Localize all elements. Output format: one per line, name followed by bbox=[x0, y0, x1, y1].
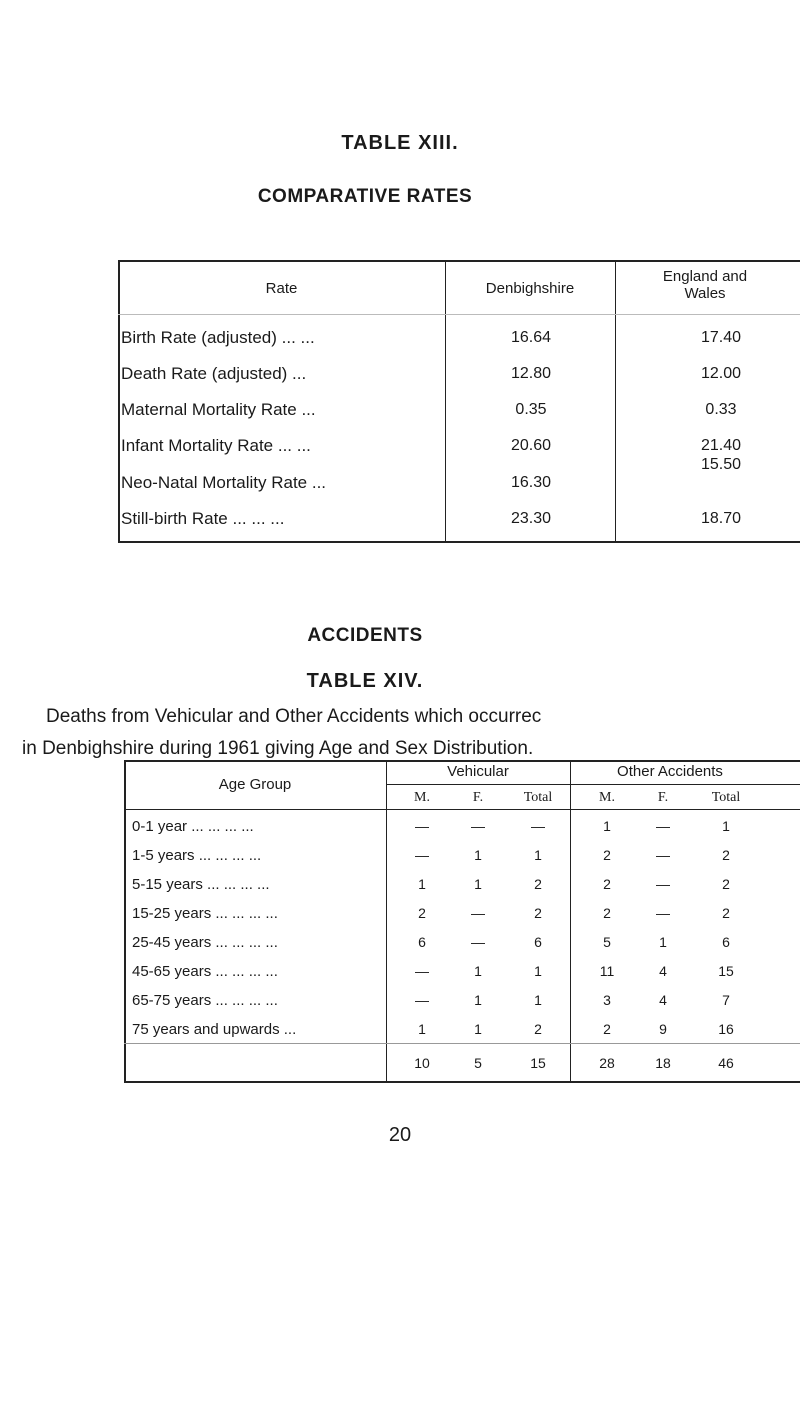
cell-o-t: 2 bbox=[722, 847, 730, 863]
cell-v-f: — bbox=[471, 905, 485, 921]
cell-v-f: 1 bbox=[474, 963, 482, 979]
cell-o-t: 15 bbox=[718, 963, 734, 979]
table-xiv-title: TABLE XIV. bbox=[306, 670, 424, 692]
cell-v-t: 2 bbox=[534, 876, 542, 892]
cell-v-m: 1 bbox=[418, 876, 426, 892]
cell-o-f: — bbox=[656, 876, 670, 892]
cell-o-t: 6 bbox=[722, 934, 730, 950]
cell-o-m: 3 bbox=[603, 992, 611, 1008]
subheader-vehicular-total: Total bbox=[523, 790, 553, 805]
cell-denbighshire: 16.64 bbox=[510, 329, 552, 346]
table-top-rule bbox=[124, 760, 800, 762]
cell-o-m: 1 bbox=[603, 818, 611, 834]
cell-o-f: 1 bbox=[659, 934, 667, 950]
cell-o-f: — bbox=[656, 905, 670, 921]
row-label-death-rate: Death Rate (adjusted) ... bbox=[121, 364, 307, 383]
table-xiv-description-line1: Deaths from Vehicular and Other Accidents which occurrec bbox=[46, 706, 542, 727]
total-v-m: 10 bbox=[414, 1055, 430, 1071]
cell-denbighshire: 23.30 bbox=[510, 510, 552, 527]
table-xiii-title: TABLE XIII. bbox=[341, 132, 459, 154]
cell-england-wales: 17.40 bbox=[700, 329, 742, 346]
cell-v-f: 1 bbox=[474, 847, 482, 863]
row-label-maternal-mortality: Maternal Mortality Rate ... bbox=[121, 400, 316, 419]
cell-england-wales: 21.40 bbox=[700, 437, 742, 454]
table-left-rule bbox=[118, 260, 120, 543]
total-o-f: 18 bbox=[655, 1055, 671, 1071]
age-group-label: 1-5 years ... ... ... ... bbox=[132, 847, 262, 864]
total-v-f: 5 bbox=[474, 1055, 482, 1071]
subheader-vehicular-f: F. bbox=[472, 790, 484, 805]
cell-o-t: 7 bbox=[722, 992, 730, 1008]
header-denbighshire: Denbighshire bbox=[485, 280, 575, 297]
subheader-rule bbox=[386, 784, 800, 785]
total-o-t: 46 bbox=[718, 1055, 734, 1071]
cell-o-t: 2 bbox=[722, 905, 730, 921]
cell-v-m: 1 bbox=[418, 1021, 426, 1037]
cell-denbighshire: 16.30 bbox=[510, 474, 552, 491]
header-rule bbox=[118, 314, 800, 315]
subheader-other-m: M. bbox=[599, 790, 615, 805]
cell-v-m: — bbox=[415, 963, 429, 979]
cell-o-f: 4 bbox=[659, 963, 667, 979]
cell-england-wales: 0.33 bbox=[705, 401, 737, 418]
row-label-infant-mortality: Infant Mortality Rate ... ... bbox=[121, 436, 311, 455]
comparative-rates-subtitle: COMPARATIVE RATES bbox=[257, 186, 473, 207]
row-label-birth-rate: Birth Rate (adjusted) ... ... bbox=[121, 328, 315, 347]
cell-v-t: 2 bbox=[534, 1021, 542, 1037]
column-divider bbox=[615, 260, 616, 543]
cell-v-m: — bbox=[415, 818, 429, 834]
header-age-group: Age Group bbox=[218, 776, 292, 793]
totals-rule bbox=[124, 1043, 800, 1044]
cell-o-m: 2 bbox=[603, 1021, 611, 1037]
header-england-wales: England and Wales bbox=[662, 268, 748, 302]
header-rule bbox=[124, 809, 800, 810]
table-bottom-rule bbox=[118, 541, 800, 543]
cell-v-m: — bbox=[415, 992, 429, 1008]
cell-o-f: 4 bbox=[659, 992, 667, 1008]
page-number: 20 bbox=[388, 1124, 412, 1146]
total-o-m: 28 bbox=[599, 1055, 615, 1071]
age-group-label: 45-65 years ... ... ... ... bbox=[132, 963, 278, 980]
age-group-label: 65-75 years ... ... ... ... bbox=[132, 992, 278, 1009]
cell-denbighshire: 0.35 bbox=[515, 401, 547, 418]
table-top-rule bbox=[118, 260, 800, 262]
age-group-label: 0-1 year ... ... ... ... bbox=[132, 818, 254, 835]
table-xiv-description-line2: in Denbighshire during 1961 giving Age and Sex Distribution. bbox=[22, 738, 534, 759]
cell-o-m: 2 bbox=[603, 847, 611, 863]
cell-o-m: 2 bbox=[603, 876, 611, 892]
cell-o-m: 5 bbox=[603, 934, 611, 950]
accidents-table bbox=[124, 760, 800, 1083]
cell-v-m: — bbox=[415, 847, 429, 863]
header-other-accidents: Other Accidents bbox=[617, 763, 723, 780]
age-group-label: 5-15 years ... ... ... ... bbox=[132, 876, 270, 893]
age-group-label: 75 years and upwards ... bbox=[132, 1021, 297, 1038]
cell-o-f: — bbox=[656, 847, 670, 863]
header-vehicular: Vehicular bbox=[447, 763, 509, 780]
cell-england-wales: 12.00 bbox=[700, 365, 742, 382]
cell-o-t: 16 bbox=[718, 1021, 734, 1037]
cell-o-m: 11 bbox=[599, 963, 615, 979]
cell-england-wales: 15.50 bbox=[700, 456, 742, 473]
table-bottom-rule bbox=[124, 1081, 800, 1083]
subheader-vehicular-m: M. bbox=[414, 790, 430, 805]
cell-o-t: 1 bbox=[722, 818, 730, 834]
cell-v-t: — bbox=[531, 818, 545, 834]
comparative-rates-table bbox=[118, 260, 800, 543]
cell-england-wales: 18.70 bbox=[700, 510, 742, 527]
cell-o-f: 9 bbox=[659, 1021, 667, 1037]
column-divider bbox=[445, 260, 446, 543]
row-label-neo-natal-mortality: Neo-Natal Mortality Rate ... bbox=[121, 473, 327, 492]
age-group-label: 15-25 years ... ... ... ... bbox=[132, 905, 278, 922]
cell-v-f: — bbox=[471, 934, 485, 950]
cell-v-m: 2 bbox=[418, 905, 426, 921]
row-label-still-birth: Still-birth Rate ... ... ... bbox=[121, 509, 285, 528]
cell-v-m: 6 bbox=[418, 934, 426, 950]
header-rate: Rate bbox=[265, 280, 298, 297]
cell-v-f: — bbox=[471, 818, 485, 834]
cell-denbighshire: 12.80 bbox=[510, 365, 552, 382]
subheader-other-total: Total bbox=[711, 790, 741, 805]
subheader-other-f: F. bbox=[657, 790, 669, 805]
accidents-heading: ACCIDENTS bbox=[307, 625, 423, 646]
cell-denbighshire: 20.60 bbox=[510, 437, 552, 454]
cell-o-m: 2 bbox=[603, 905, 611, 921]
cell-v-t: 1 bbox=[534, 992, 542, 1008]
cell-o-t: 2 bbox=[722, 876, 730, 892]
cell-v-f: 1 bbox=[474, 992, 482, 1008]
cell-v-f: 1 bbox=[474, 1021, 482, 1037]
cell-v-t: 6 bbox=[534, 934, 542, 950]
cell-v-t: 2 bbox=[534, 905, 542, 921]
age-group-label: 25-45 years ... ... ... ... bbox=[132, 934, 278, 951]
cell-v-t: 1 bbox=[534, 963, 542, 979]
cell-v-f: 1 bbox=[474, 876, 482, 892]
cell-v-t: 1 bbox=[534, 847, 542, 863]
total-v-t: 15 bbox=[530, 1055, 546, 1071]
cell-o-f: — bbox=[656, 818, 670, 834]
